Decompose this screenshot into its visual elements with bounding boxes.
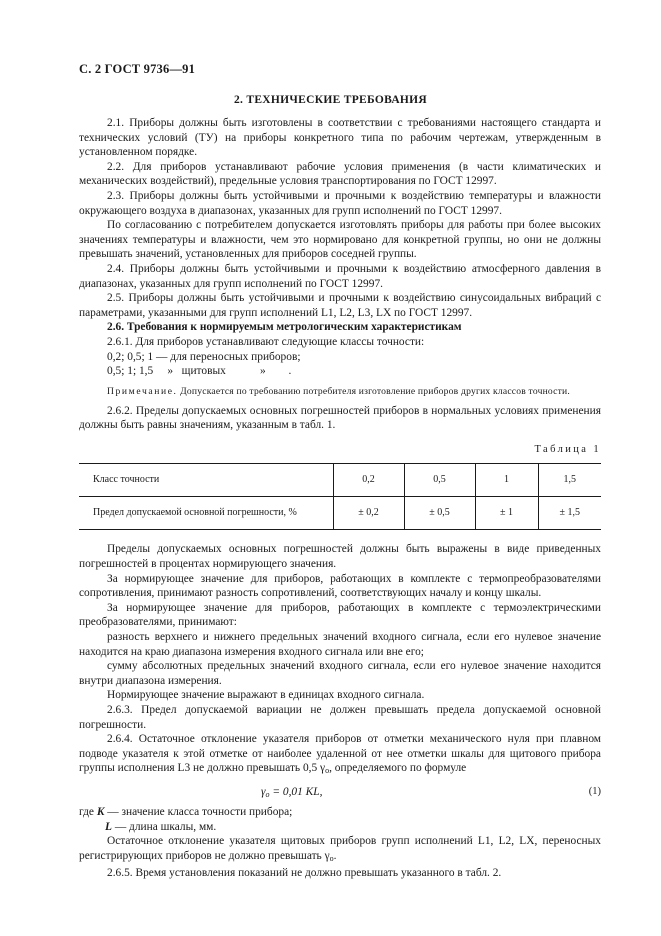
paragraph-2-3: 2.3. Приборы должны быть устойчивыми и прочными к воздействию температуры и влажности окружающего воздуха в диапазонах, указанных для групп исполнений по ГОСТ 12997.	[79, 189, 601, 217]
gamma-subscript: о	[325, 766, 330, 776]
variable-k: K	[96, 805, 105, 818]
where-k	[79, 805, 601, 820]
paragraph-2-1: 2.1. Приборы должны быть изготовлены в соответствии с требованиями настоящего стандарта и технических условий (ТУ) на приборы конкретного типа по рабочим чертежам, утвержденным в установленном порядке.	[79, 117, 601, 159]
where-l	[79, 820, 601, 835]
note-text: Допускается по требованию потребителя изготовление приборов других классов точности.	[177, 385, 570, 397]
table-cell: 1,5	[538, 464, 601, 497]
formula-gamma: γ	[261, 785, 266, 798]
paragraph-2-5: 2.5. Приборы должны быть устойчивыми и прочными к воздействию синусоидальных вибраций с параметрами, указанными для групп исполнений L1, L2, L3, LX по ГОСТ 12997.	[79, 292, 601, 319]
paragraph-error-format: Пределы допускаемых основных погрешностей должны быть выражены в виде приведенных погрешностей в процентах нормирующего значения.	[79, 543, 601, 571]
table-cell: 1	[475, 464, 538, 497]
where-prefix: где	[79, 805, 97, 818]
table-cell: ± 0,5	[404, 497, 475, 530]
formula-gamma-subscript: о	[265, 789, 270, 799]
paragraph-residual-tail: .	[333, 849, 337, 862]
accuracy-table	[79, 463, 601, 530]
paragraph-norm-thermoelectric: За нормирующее значение для приборов, работающих в комплекте с термоэлектрическими преобразователями, принимают:	[79, 601, 601, 629]
paragraph-norm-difference: разность верхнего и нижнего предельных значений входного сигнала, если его нулевое значение находится на краю диапазона измерения входного сигнала или вне его;	[79, 631, 601, 658]
paragraph-2-6-3: 2.6.3. Предел допускаемой вариации не должен превышать предела допускаемой основной погрешности.	[79, 704, 601, 731]
table-cell: ± 0,2	[333, 497, 404, 530]
paragraph-2-6-4-tail: , определяемого по формуле	[329, 762, 467, 775]
table-cell: ± 1,5	[538, 497, 601, 530]
variable-l: L	[105, 820, 112, 833]
table-row	[79, 497, 601, 530]
paragraph-norm-units: Нормирующее значение выражают в единицах входного сигнала.	[107, 689, 425, 702]
paragraph-norm-sum: сумму абсолютных предельных значений входного сигнала, если его нулевое значение находится внутри диапазона измерения.	[79, 660, 601, 687]
accuracy-list-portable: 0,2; 0,5; 1 — для переносных приборов;	[107, 350, 301, 363]
paragraph-2-4: 2.4. Приборы должны быть устойчивыми и прочными к воздействию атмосферного давления в диапазонах, указанных для групп исполнений по ГОСТ 12997.	[79, 262, 601, 290]
residual-gamma-subscript: о	[329, 853, 334, 863]
paragraph-2-6-2: 2.6.2. Пределы допускаемых основных погрешностей приборов в нормальных условиях применения должны быть равны значениям, указанным в табл. 1.	[79, 404, 601, 432]
paragraph-2-2: 2.2. Для приборов устанавливают рабочие условия применения (в части климатических и механических воздействий), предельные условия транспортирования по ГОСТ 12997.	[79, 160, 601, 188]
document-body	[79, 116, 601, 881]
paragraph-2-6-4	[79, 732, 601, 779]
section-title: 2. ТЕХНИЧЕСКИЕ ТРЕБОВАНИЯ	[233, 94, 428, 106]
paragraph-residual	[79, 834, 601, 866]
formula-number: (1)	[588, 785, 601, 797]
table-row-label: Класс точности	[79, 464, 333, 497]
paragraph-2-6-1: 2.6.1. Для приборов устанавливают следующие классы точности:	[107, 335, 425, 348]
paragraph-residual-text: Остаточное отклонение указателя щитовых приборов групп исполнений L1, L2, LX, переносных регистрирующих приборов не должно превышать γ	[79, 835, 601, 862]
table-caption: Таблица 1	[534, 443, 601, 455]
table-row	[79, 464, 601, 497]
formula-expression	[261, 785, 322, 803]
accuracy-list-panel: 0,5; 1; 1,5 » щитовых » .	[107, 365, 292, 378]
formula-1	[79, 783, 601, 803]
table-cell: ± 1	[475, 497, 538, 530]
where-l-text: — длина шкалы, мм.	[111, 820, 217, 833]
table-cell: 0,5	[404, 464, 475, 497]
formula-rhs: = 0,01 KL,	[269, 785, 323, 798]
paragraph-2-3-agreement: По согласованию с потребителем допускается изготовлять приборы для работы при более высоких значениях температуры и влажности, чем это нормировано для конкретной группы, но они не должны превышать значений, установленных для приборов соседней группы.	[79, 219, 601, 261]
paragraph-2-6-5: 2.6.5. Время установления показаний не должно превышать указанного в табл. 2.	[107, 867, 502, 880]
note-label: Примечание.	[107, 385, 178, 397]
where-k-text: — значение класса точности прибора;	[104, 805, 293, 818]
table-cell: 0,2	[333, 464, 404, 497]
page-header: С. 2 ГОСТ 9736—91	[79, 62, 196, 76]
subsection-heading-2-6: 2.6. Требования к нормируемым метрологическим характеристикам	[107, 321, 462, 334]
paragraph-norm-resistance: За нормирующее значение для приборов, работающих в комплекте с термопреобразователями сопротивления, принимают разность сопротивлений, соответствующих началу и концу шкалы.	[79, 572, 601, 600]
table-row-label: Предел допускаемой основной погрешности, %	[93, 507, 297, 519]
note	[79, 385, 601, 398]
paragraph-2-6-4-text: 2.6.4. Остаточное отклонение указателя приборов от отметки механического нуля при плавном подводе указателя к этой отметке от наиболее удаленной от нее отметки шкалы для щитового прибора группы исполнения L3 не должно превышать 0,5 γ	[79, 733, 601, 775]
